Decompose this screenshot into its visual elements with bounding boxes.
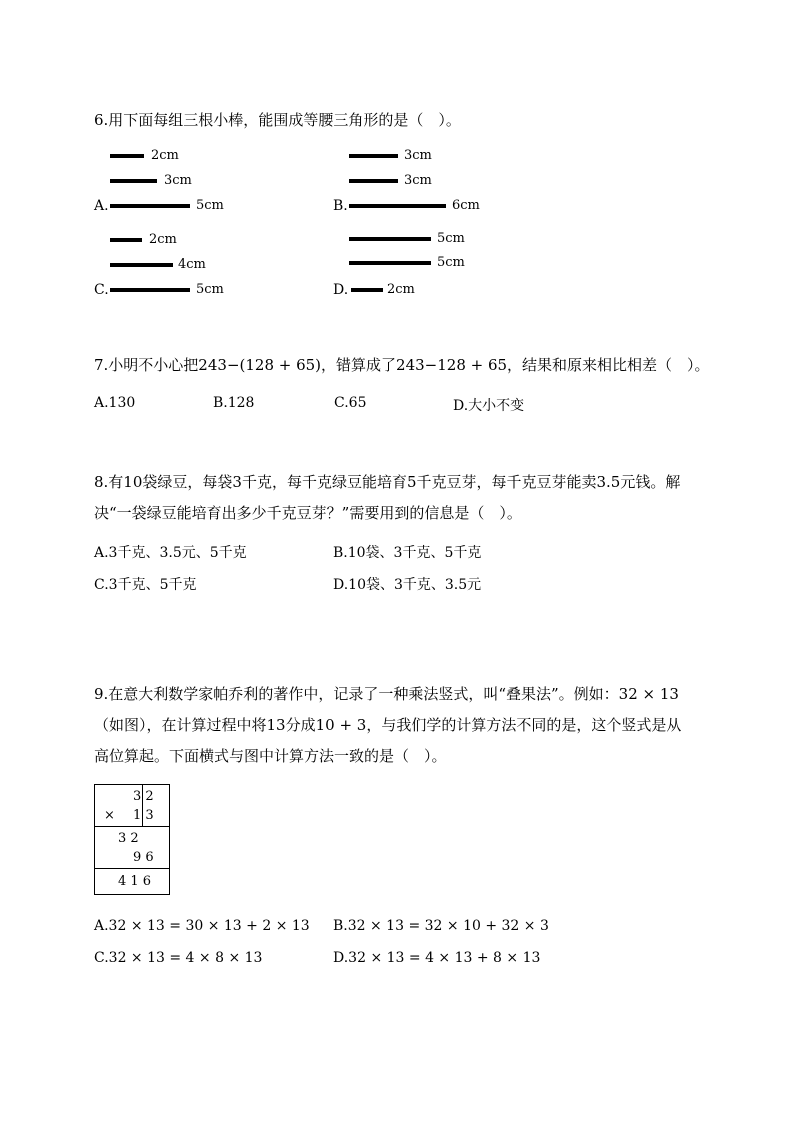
- option-b: B.128: [213, 395, 255, 411]
- figure-rule: [95, 868, 169, 869]
- stick-bar: [110, 179, 157, 183]
- question-6-stem: 6.用下面每组三根小棒，能围成等腰三角形的是（ ）。: [94, 111, 461, 129]
- stick-length: 6cm: [452, 198, 480, 213]
- option-b: B.32 × 13 = 32 × 10 + 32 × 3: [333, 918, 549, 934]
- option-a: A.32 × 13 = 30 × 13 + 2 × 13: [94, 918, 310, 934]
- stick-length: 2cm: [151, 148, 179, 163]
- stick-length: 4cm: [178, 257, 206, 272]
- option-label: D.: [333, 282, 349, 298]
- stick-length: 3cm: [164, 173, 192, 188]
- option-label: A.: [94, 198, 109, 214]
- option-a: A.3千克、3.5元、5千克: [94, 545, 247, 561]
- stick-length: 5cm: [196, 198, 224, 213]
- stick-bar: [110, 288, 190, 292]
- option-c: C.3千克、5千克: [94, 577, 197, 593]
- figure-rule: [95, 826, 169, 827]
- stick-bar: [110, 263, 173, 267]
- multiplier: 1 3: [133, 808, 154, 823]
- question-9-stem-line3: 高位算起。下面横式与图中计算方法一致的是（ ）。: [94, 747, 447, 765]
- stick-bar: [110, 154, 144, 158]
- option-c: C.32 × 13 = 4 × 8 × 13: [94, 950, 263, 966]
- question-8-stem-line1: 8.有10袋绿豆，每袋3千克，每千克绿豆能培育5千克豆芽，每千克豆芽能卖3.5元钱。解: [94, 473, 681, 491]
- option-c: C.65: [334, 395, 367, 411]
- question-7-stem: 7.小明不小心把243−(128 + 65)，错算成了243−128 + 65，结果和原来相比相差（ ）。: [94, 356, 710, 374]
- stick-bar: [349, 261, 431, 265]
- stick-length: 2cm: [149, 232, 177, 247]
- stick-bar: [349, 237, 431, 241]
- stick-length: 5cm: [437, 255, 465, 270]
- stick-bar: [110, 204, 190, 208]
- multiplication-figure: [94, 784, 170, 895]
- stick-bar: [349, 204, 446, 208]
- stick-length: 3cm: [404, 148, 432, 163]
- option-a: A.130: [94, 395, 136, 411]
- stick-length: 3cm: [404, 173, 432, 188]
- option-d: D.10袋、3千克、3.5元: [333, 577, 482, 593]
- stick-length: 5cm: [437, 231, 465, 246]
- option-d: D.大小不变: [453, 398, 525, 414]
- partial-product-2: 9 6: [133, 850, 154, 865]
- stick-bar: [351, 288, 383, 292]
- multiplicand: 3 2: [133, 789, 154, 804]
- question-9-stem-line2: （如图），在计算过程中将13分成10 + 3，与我们学的计算方法不同的是，这个竖式是从: [94, 716, 682, 734]
- question-8-stem-line2: 决“一袋绿豆能培育出多少千克豆芽？”需要用到的信息是（ ）。: [94, 504, 522, 522]
- product-result: 4 1 6: [118, 874, 152, 889]
- stick-bar: [110, 238, 142, 242]
- option-b: B.10袋、3千克、5千克: [333, 545, 482, 561]
- times-sign: ×: [104, 808, 115, 823]
- option-d: D.32 × 13 = 4 × 13 + 8 × 13: [333, 950, 541, 966]
- question-9-stem-line1: 9.在意大利数学家帕乔利的著作中，记录了一种乘法竖式，叫“叠果法”。例如：32 × 13: [94, 685, 679, 703]
- partial-product-1: 3 2: [118, 831, 139, 846]
- stick-length: 2cm: [387, 282, 415, 297]
- stick-bar: [349, 179, 398, 183]
- stick-bar: [349, 154, 398, 158]
- stick-length: 5cm: [196, 282, 224, 297]
- option-label: C.: [94, 282, 109, 298]
- option-label: B.: [333, 198, 348, 214]
